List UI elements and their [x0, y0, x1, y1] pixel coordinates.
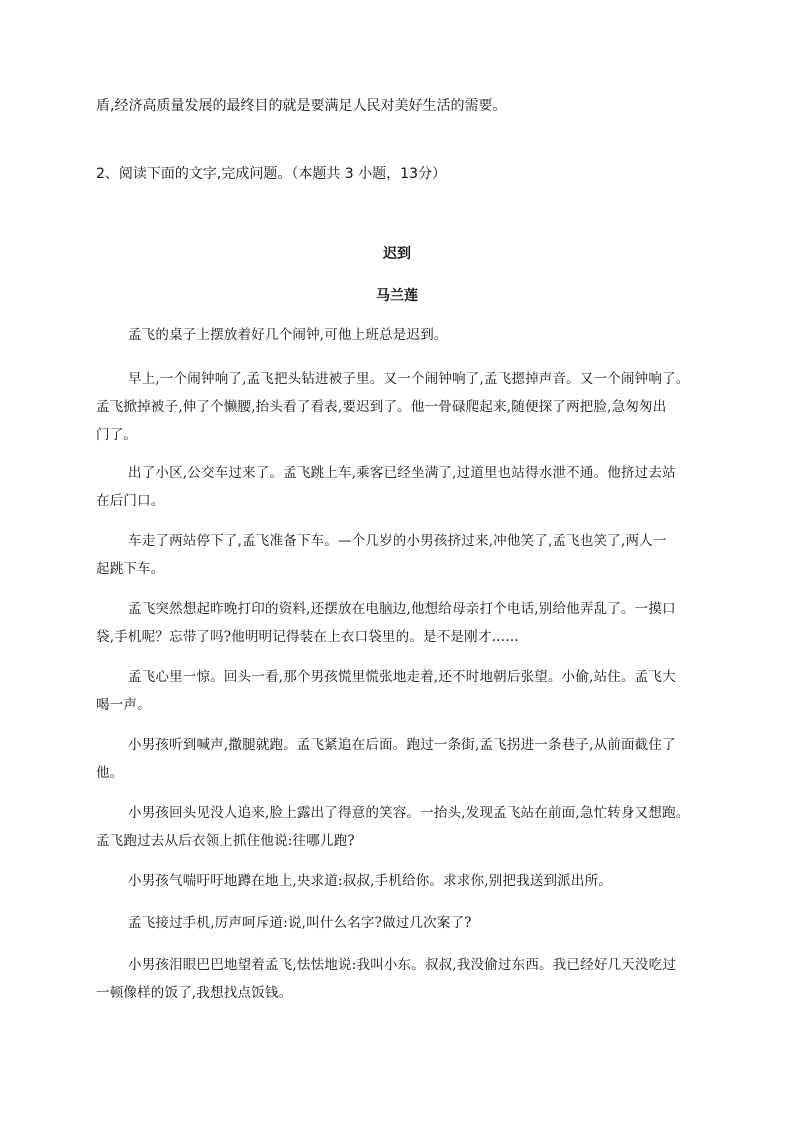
story-line: 一顿像样的饭了,我想找点饭钱。 — [96, 985, 293, 1001]
story-line: 在后门口。 — [96, 493, 165, 509]
story-line: 早上,一个闹钟响了,孟飞把头钻进被子里。又一个闹钟响了,孟飞摁掉声音。又一个闹钟响了。 — [128, 371, 690, 387]
story-line: 他。 — [96, 765, 124, 781]
story-line: 孟飞突然想起昨晚打印的资料,还摆放在电脑边,他想给母亲打个电话,别给他弄乱了。一摸口 — [128, 601, 676, 617]
story-line: 车走了两站停下了,孟飞准备下车。—个几岁的小男孩挤过来,冲他笑了,孟飞也笑了,两人一 — [128, 533, 667, 549]
story-line: 孟飞的桌子上摆放着好几个闹钟,可他上班总是迟到。 — [128, 327, 448, 343]
story-title: 迟到 — [383, 246, 411, 262]
question-heading: 2、阅读下面的文字,完成问题。（本题共 3 小题，13分） — [96, 166, 446, 182]
intro-line: 盾,经济高质量发展的最终目的就是要满足人民对美好生活的需要。 — [96, 98, 507, 114]
story-line: 小男孩听到喊声,撒腿就跑。孟飞紧追在后面。跑过一条街,孟飞拐进一条巷子,从前面截住了 — [128, 737, 676, 753]
story-line: 门了。 — [96, 427, 138, 443]
story-line: 袋,手机呢？忘带了吗?他明明记得装在上衣口袋里的。是不是刚才…… — [96, 629, 519, 645]
story-line: 孟飞心里一惊。回头一看,那个男孩慌里慌张地走着,还不时地朝后张望。小偷,站住。孟飞大 — [128, 669, 676, 685]
story-author: 马兰莲 — [376, 288, 418, 304]
story-line: 孟飞跑过去从后衣领上抓住他说:往哪儿跑? — [96, 833, 355, 849]
story-line: 小男孩泪眼巴巴地望着孟飞,怯怯地说:我叫小东。叔叔,我没偷过东西。我已经好几天没吃过 — [128, 957, 677, 973]
story-line: 孟飞接过手机,厉声呵斥道:说,叫什么名字?做过几次案了? — [128, 915, 472, 931]
story-line: 孟飞掀掉被子,伸了个懒腰,抬头看了看表,要迟到了。他一骨碌爬起来,随便探了两把脸,急匆匆出 — [96, 399, 667, 415]
story-line: 喝一声。 — [96, 697, 151, 713]
story-line: 起跳下车。 — [96, 561, 165, 577]
story-line: 出了小区,公交车过来了。孟飞跳上车,乘客已经坐满了,过道里也站得水泄不通。他挤过去站 — [128, 465, 676, 481]
story-line: 小男孩气喘吁吁地蹲在地上,央求道:叔叔,手机给你。求求你,别把我送到派出所。 — [128, 873, 613, 889]
story-line: 小男孩回头见没人追来,脸上露出了得意的笑容。一抬头,发现孟飞站在前面,急忙转身又想跑。 — [128, 805, 690, 821]
